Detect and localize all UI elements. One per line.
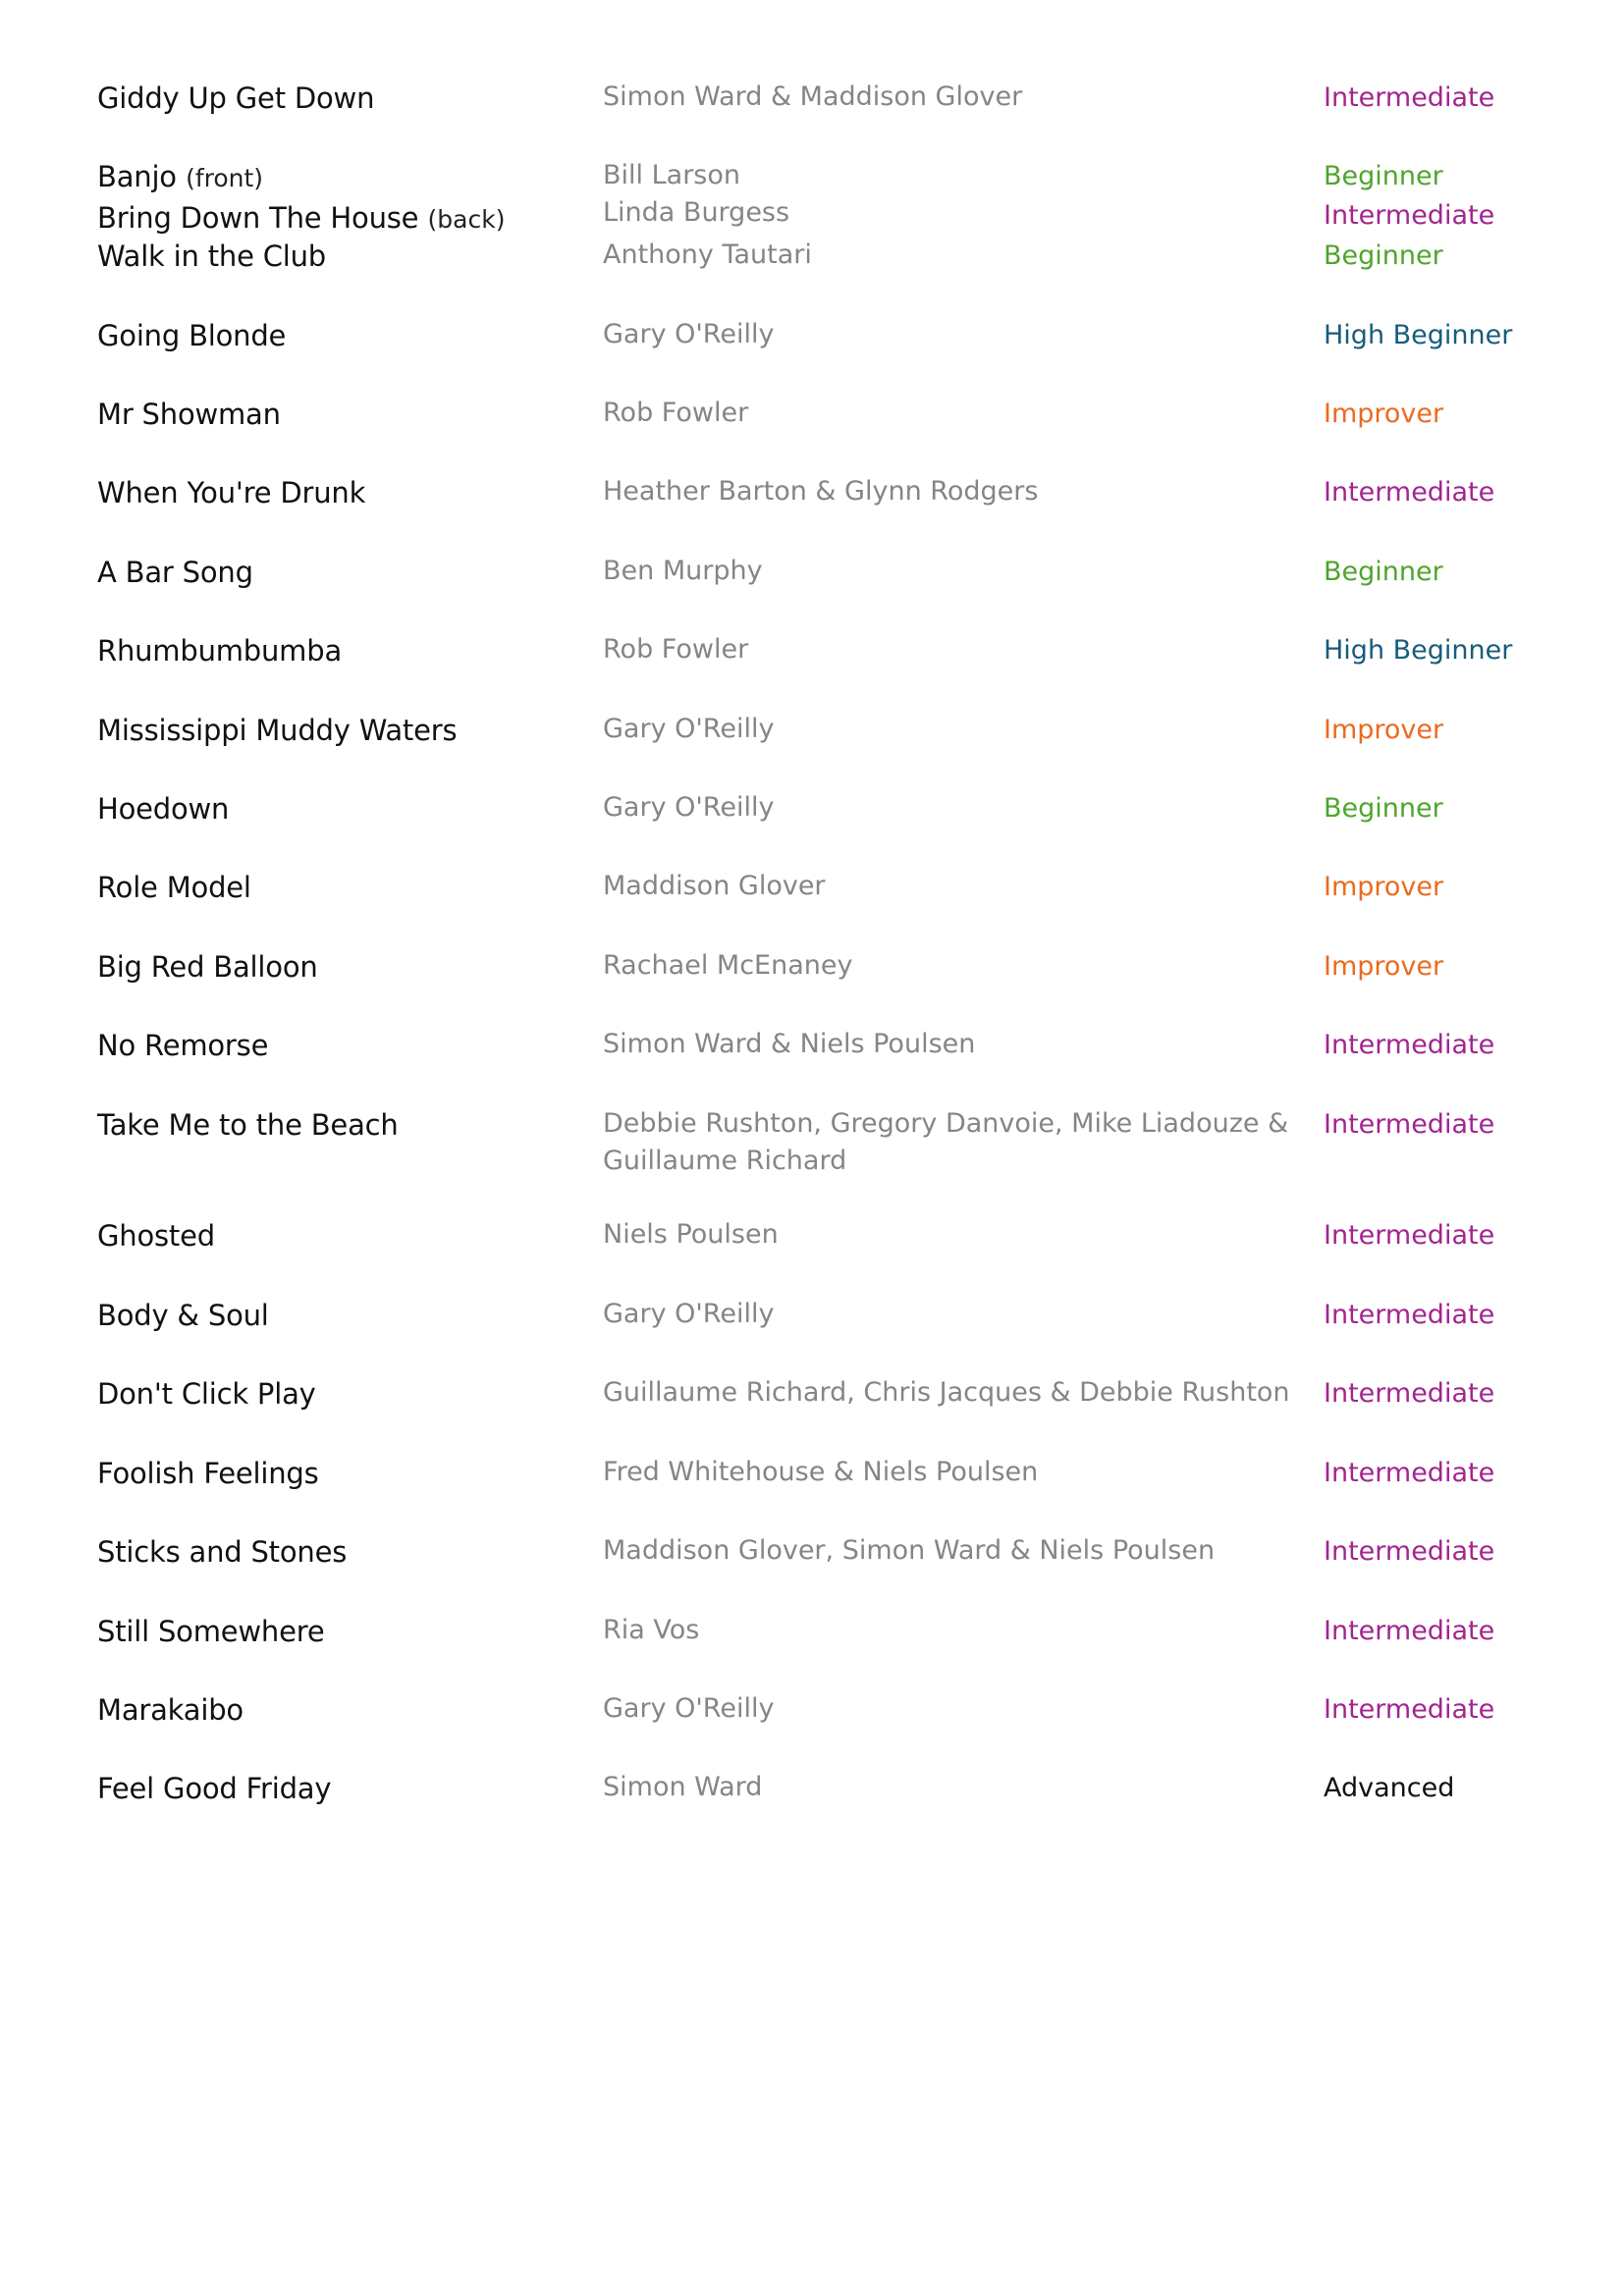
level-label: High Beginner — [1324, 635, 1513, 666]
level-label: Beginner — [1324, 557, 1443, 587]
dance-row — [97, 1769, 1541, 1828]
choreographer-name: Bill Larson — [603, 160, 740, 190]
dance-title-cell — [97, 631, 588, 670]
choreographer-cell — [603, 1296, 1329, 1333]
dance-title-cell — [97, 789, 588, 828]
choreographer-cell — [603, 1374, 1329, 1412]
choreographer-name: Rachael McEnaney — [603, 950, 853, 981]
choreographer-cell — [603, 789, 1329, 827]
level-cell — [1324, 157, 1540, 236]
level-cell — [1324, 631, 1540, 670]
dance-row — [97, 473, 1541, 553]
choreographer-name: Simon Ward & Maddison Glover — [603, 81, 1023, 112]
choreographer-name: Gary O'Reilly — [603, 1299, 775, 1329]
dance-title-note: (front) — [186, 164, 264, 192]
choreographer-cell — [603, 1769, 1329, 1806]
dance-title-cell — [97, 1690, 588, 1730]
level-cell — [1324, 1374, 1540, 1414]
level-label: Intermediate — [1324, 477, 1495, 507]
dance-title-cell — [97, 1454, 588, 1493]
level-label: Improver — [1324, 872, 1444, 902]
dance-title: Role Model — [97, 871, 251, 904]
choreographer-cell — [603, 1026, 1329, 1063]
choreographer-name: Guillaume Richard, Chris Jacques & Debbie Rushton — [603, 1377, 1290, 1408]
level-cell — [1324, 1216, 1540, 1255]
level-cell — [1324, 553, 1540, 592]
dance-title-line — [97, 198, 588, 240]
dance-title-cell — [97, 1296, 588, 1335]
choreographer-name: Linda Burgess — [603, 197, 790, 228]
level-cell — [1324, 711, 1540, 750]
choreographer-name: Rob Fowler — [603, 634, 749, 665]
level-label: Intermediate — [1324, 1378, 1495, 1409]
dance-title-cell — [97, 1374, 588, 1414]
level-label: Intermediate — [1324, 82, 1495, 113]
dance-title: Mississippi Muddy Waters — [97, 714, 458, 747]
dance-title: Giddy Up Get Down — [97, 81, 375, 115]
choreographer-cell — [603, 473, 1329, 510]
level-label: Beginner — [1324, 240, 1443, 271]
dance-row — [97, 711, 1541, 789]
dance-row — [97, 1216, 1541, 1296]
choreographer-cell — [603, 237, 1329, 274]
choreographer-cell — [603, 1454, 1329, 1491]
dance-title-cell — [97, 473, 588, 512]
choreographer-name: Maddison Glover, Simon Ward & Niels Poulsen — [603, 1535, 1216, 1566]
level-label: Advanced — [1324, 1773, 1455, 1803]
level-label: Intermediate — [1324, 1109, 1495, 1140]
dance-title: Feel Good Friday — [97, 1772, 332, 1805]
choreographer-cell — [603, 1216, 1329, 1254]
dance-title: Marakaibo — [97, 1693, 244, 1727]
choreographer-name: Gary O'Reilly — [603, 792, 775, 823]
dance-title-cell — [97, 1769, 588, 1808]
dance-row — [97, 316, 1541, 395]
dance-title: Hoedown — [97, 792, 230, 826]
choreographer-cell — [603, 631, 1329, 668]
level-cell — [1324, 1532, 1540, 1572]
dance-row — [97, 157, 1541, 237]
dance-title-cell — [97, 237, 588, 276]
level-cell — [1324, 1026, 1540, 1065]
choreographer-name: Simon Ward & Niels Poulsen — [603, 1029, 976, 1059]
level-label: Intermediate — [1324, 1220, 1495, 1251]
dance-title: Don't Click Play — [97, 1377, 316, 1411]
dance-title-cell — [97, 553, 588, 592]
dance-title: Rhumbumbumba — [97, 634, 343, 667]
level-cell — [1324, 1105, 1540, 1145]
dance-title: No Remorse — [97, 1029, 269, 1062]
dance-list — [97, 79, 1541, 1828]
level-cell — [1324, 395, 1540, 434]
dance-title-cell — [97, 157, 588, 240]
level-cell — [1324, 1296, 1540, 1335]
level-label: Beginner — [1324, 793, 1443, 824]
choreographer-name: Rob Fowler — [603, 398, 749, 428]
dance-title-note: (back) — [427, 205, 506, 234]
dance-title-cell — [97, 947, 588, 987]
level-cell — [1324, 316, 1540, 355]
choreographer-name: Niels Poulsen — [603, 1219, 779, 1250]
dance-title: When You're Drunk — [97, 476, 366, 509]
level-cell — [1324, 1454, 1540, 1493]
level-label: Intermediate — [1324, 1458, 1495, 1488]
dance-title: Bring Down The House — [97, 201, 419, 235]
choreographer-name: Simon Ward — [603, 1772, 763, 1802]
choreographer-cell — [603, 79, 1329, 116]
dance-row — [97, 1532, 1541, 1612]
dance-title: Mr Showman — [97, 398, 281, 431]
level-cell — [1324, 237, 1540, 276]
level-label: Intermediate — [1324, 1300, 1495, 1330]
level-label: Improver — [1324, 715, 1444, 745]
dance-row — [97, 1105, 1541, 1216]
level-cell — [1324, 79, 1540, 118]
dance-row — [97, 1026, 1541, 1105]
choreographer-cell — [603, 868, 1329, 905]
choreographer-cell — [603, 711, 1329, 748]
level-label: Improver — [1324, 399, 1444, 429]
dance-row — [97, 1690, 1541, 1769]
dance-title-cell — [97, 1532, 588, 1572]
choreographer-name: Maddison Glover — [603, 871, 826, 901]
level-label: Intermediate — [1324, 1694, 1495, 1725]
choreographer-name: Gary O'Reilly — [603, 1693, 775, 1724]
level-label: Intermediate — [1324, 1536, 1495, 1567]
choreographer-cell — [603, 1105, 1329, 1180]
dance-row — [97, 237, 1541, 316]
dance-title-cell — [97, 395, 588, 434]
choreographer-name: Gary O'Reilly — [603, 319, 775, 349]
choreographer-cell — [603, 1532, 1329, 1570]
choreographer-name: Anthony Tautari — [603, 240, 812, 270]
dance-title: Still Somewhere — [97, 1615, 325, 1648]
level-cell — [1324, 868, 1540, 907]
choreographer-name: Fred Whitehouse & Niels Poulsen — [603, 1457, 1039, 1487]
choreographer-cell — [603, 1612, 1329, 1649]
choreographer-name: Heather Barton & Glynn Rodgers — [603, 476, 1039, 507]
level-label: High Beginner — [1324, 320, 1513, 350]
dance-row — [97, 553, 1541, 631]
level-cell — [1324, 1690, 1540, 1730]
dance-row — [97, 631, 1541, 711]
dance-row — [97, 1612, 1541, 1690]
choreographer-name: Debbie Rushton, Gregory Danvoie, Mike Liadouze & — [603, 1108, 1289, 1139]
dance-row — [97, 868, 1541, 947]
dance-title: Sticks and Stones — [97, 1535, 348, 1569]
choreographer-cell — [603, 553, 1329, 590]
dance-title-cell — [97, 868, 588, 907]
dance-title-cell — [97, 1216, 588, 1255]
dance-title: Banjo — [97, 160, 177, 193]
dance-title-cell — [97, 316, 588, 355]
choreographer-cell — [603, 947, 1329, 985]
dance-row — [97, 947, 1541, 1026]
level-label: Intermediate — [1324, 1616, 1495, 1646]
dance-title: Walk in the Club — [97, 240, 327, 273]
dance-title-cell — [97, 1026, 588, 1065]
dance-row — [97, 789, 1541, 868]
level-cell — [1324, 947, 1540, 987]
dance-title: Going Blonde — [97, 319, 287, 352]
choreographer-name: Guillaume Richard — [603, 1146, 847, 1176]
level-cell — [1324, 789, 1540, 828]
dance-row — [97, 1454, 1541, 1532]
dance-title-cell — [97, 1612, 588, 1651]
dance-title: Big Red Balloon — [97, 950, 318, 984]
choreographer-name: Ben Murphy — [603, 556, 763, 586]
dance-row — [97, 1374, 1541, 1454]
dance-row — [97, 79, 1541, 157]
level-label: Intermediate — [1324, 200, 1495, 231]
dance-title: Foolish Feelings — [97, 1457, 319, 1490]
choreographer-cell — [603, 157, 1329, 232]
dance-title: A Bar Song — [97, 556, 253, 589]
level-cell — [1324, 473, 1540, 512]
level-label: Intermediate — [1324, 1030, 1495, 1060]
level-label: Improver — [1324, 951, 1444, 982]
dance-title: Take Me to the Beach — [97, 1108, 399, 1142]
dance-row — [97, 395, 1541, 473]
choreographer-cell — [603, 1690, 1329, 1728]
dance-title: Body & Soul — [97, 1299, 269, 1332]
dance-title-cell — [97, 79, 588, 118]
level-label: Beginner — [1324, 161, 1443, 191]
dance-title: Ghosted — [97, 1219, 215, 1253]
choreographer-name: Ria Vos — [603, 1615, 700, 1645]
choreographer-name: Gary O'Reilly — [603, 714, 775, 744]
dance-title-cell — [97, 1105, 588, 1145]
choreographer-cell — [603, 395, 1329, 432]
level-cell — [1324, 1612, 1540, 1651]
dance-title-cell — [97, 711, 588, 750]
dance-row — [97, 1296, 1541, 1374]
dance-title-line — [97, 157, 588, 198]
choreographer-cell — [603, 316, 1329, 353]
level-cell — [1324, 1769, 1540, 1808]
